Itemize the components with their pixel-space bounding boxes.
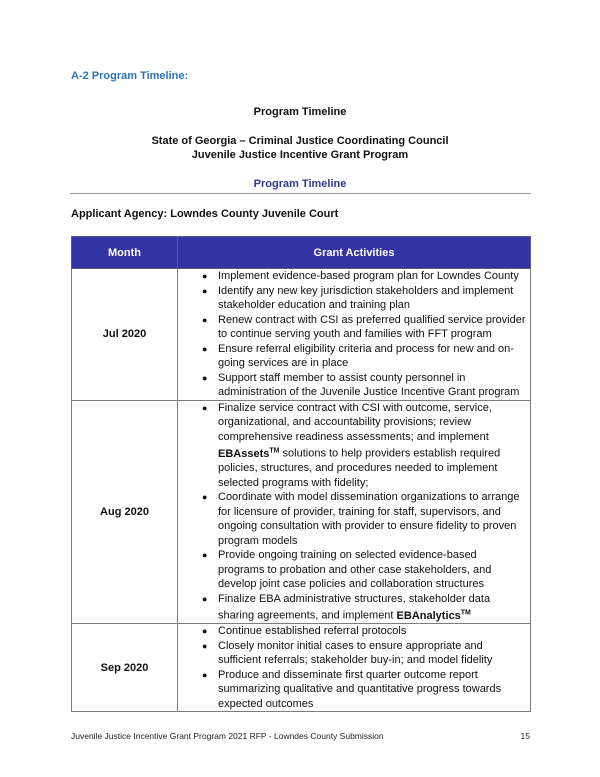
agency-label: Applicant Agency: (71, 208, 168, 220)
divider-rule (70, 193, 531, 194)
activities-cell (178, 624, 531, 712)
list-item: ● Ensure referral eligibility criteria and process for new and on-going services are in place (202, 342, 514, 369)
trademark-mark: TM (269, 447, 280, 454)
bullet-icon: ● (202, 314, 208, 325)
bullet-icon: ● (202, 550, 208, 561)
table-row (72, 624, 531, 712)
applicant-agency (71, 208, 338, 220)
list-item: ● Finalize service contract with CSI with outcome, service, organizational, and accountability provisions; review comprehensive readiness assessments; and implement EBAssets™ solutions to help providers establish required policies, structures, and procedures needed to implement selected programs with fidelity; (202, 401, 501, 489)
activity-list (178, 624, 530, 711)
footer-text: Juvenile Justice Incentive Grant Program 2021 RFP - Lowndes County Submission (71, 731, 384, 741)
bullet-icon: ● (202, 669, 208, 680)
list-item: ● Renew contract with CSI as preferred qualified service provider to continue serving youth and families with FFT program (202, 313, 526, 340)
list-item: ● Produce and disseminate first quarter outcome report summarizing qualitative and quantitative progress towards expected outcomes (202, 668, 502, 710)
list-item: ● Coordinate with model dissemination organizations to arrange for licensure of provider, training for staff, supervisors, and ongoing consultation with provider to ensure fidelity to proven program models (202, 491, 520, 547)
header-month: Month (72, 237, 178, 269)
program-line: Juvenile Justice Incentive Grant Program (191, 149, 409, 161)
month-cell: Sep 2020 (72, 624, 178, 712)
header-grant-activities: Grant Activities (178, 237, 531, 269)
bullet-icon: ● (202, 271, 208, 281)
bullet-icon: ● (202, 640, 208, 651)
bullet-icon: ● (202, 343, 208, 354)
page-number: 15 (520, 731, 530, 741)
bullet-icon: ● (202, 402, 208, 413)
bullet-icon: ● (202, 492, 208, 503)
timeline-table (71, 236, 531, 712)
product-name: EBAssets™ (218, 447, 280, 460)
month-cell: Jul 2020 (72, 269, 178, 401)
month-cell: Aug 2020 (72, 400, 178, 624)
bullet-icon: ● (202, 626, 208, 637)
table-row (72, 269, 531, 401)
activities-cell (178, 269, 531, 401)
table-header-row (72, 237, 531, 269)
list-item: ● Support staff member to assist county personnel in administration of the Juvenile Justice Incentive Grant program (202, 371, 520, 398)
organization-line: State of Georgia – Criminal Justice Coordinating Council (151, 135, 449, 147)
bullet-icon: ● (202, 372, 208, 383)
document-title: Program Timeline (253, 106, 347, 118)
bullet-icon: ● (202, 593, 208, 604)
list-item: ● Implement evidence-based program plan for Lowndes County (202, 270, 519, 282)
list-item: ● Closely monitor initial cases to ensure appropriate and sufficient referrals; stakeholder buy-in; and model fidelity (202, 639, 493, 667)
activity-list (178, 269, 530, 400)
table-row (72, 400, 531, 624)
list-item: ● Identify any new key jurisdiction stakeholders and implement stakeholder education and training plan (202, 284, 514, 311)
product-name: EBAnalytics™ (396, 609, 471, 622)
timeline-body (72, 269, 531, 712)
trademark-mark: TM (460, 609, 471, 617)
section-heading: A-2 Program Timeline: (71, 70, 189, 82)
list-item: ● Continue established referral protocols (202, 625, 407, 638)
activity-list (178, 401, 530, 624)
list-item: ● Finalize EBA administrative structures, stakeholder data sharing agreements, and implement EBAnalytics™ (202, 592, 491, 622)
list-item: ● Provide ongoing training on selected evidence-based programs to probation and other case stakeholders, and develop joint case policies and collaboration structures (202, 549, 492, 591)
bullet-icon: ● (202, 285, 208, 296)
timeline-subtitle: Program Timeline (253, 178, 347, 190)
activities-cell (178, 400, 531, 624)
agency-name: Lowndes County Juvenile Court (170, 208, 339, 220)
